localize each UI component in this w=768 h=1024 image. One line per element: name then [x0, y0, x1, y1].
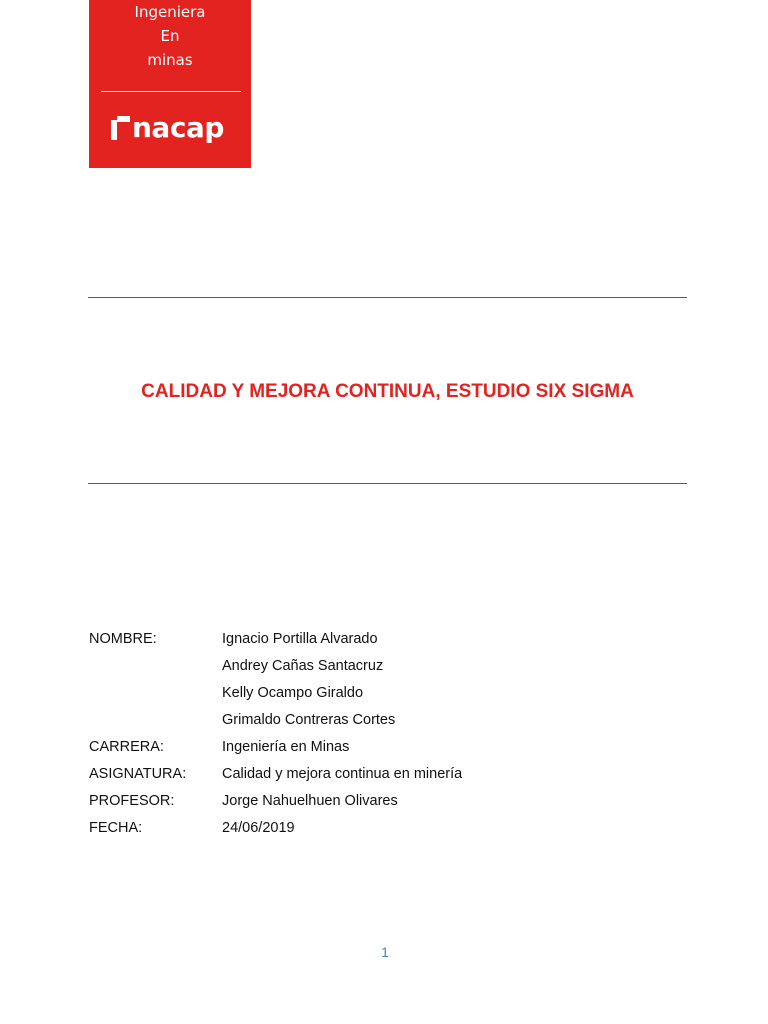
page-number: 1 [381, 944, 389, 960]
title-bottom-rule [88, 483, 687, 484]
institution-logo-block [89, 0, 251, 168]
document-title: CALIDAD Y MEJORA CONTINUA, ESTUDIO SIX SIGMA [141, 381, 634, 402]
nombre-value-2: Andrey Cañas Santacruz [222, 658, 384, 674]
profesor-value: Jorge Nahuelhuen Olivares [222, 793, 398, 809]
asignatura-value: Calidad y mejora continua en minería [222, 766, 463, 782]
logo-caption-line-3: minas [147, 51, 193, 69]
logo-divider [101, 91, 241, 92]
inacap-mark-icon [111, 116, 130, 140]
logo-caption-line-2: En [160, 27, 180, 45]
fecha-value: 24/06/2019 [222, 820, 295, 836]
nombre-value-1: Ignacio Portilla Alvarado [222, 631, 378, 647]
nombre-value-4: Grimaldo Contreras Cortes [222, 712, 396, 728]
logo-caption-line-1: Ingeniera [134, 3, 206, 21]
title-top-rule [88, 297, 687, 298]
inacap-logo [111, 108, 224, 148]
carrera-value: Ingeniería en Minas [222, 739, 350, 755]
nombre-label: NOMBRE: [89, 631, 157, 647]
asignatura-label: ASIGNATURA: [89, 766, 187, 782]
carrera-label: CARRERA: [89, 739, 164, 755]
fecha-label: FECHA: [89, 820, 143, 836]
nombre-value-3: Kelly Ocampo Giraldo [222, 685, 364, 701]
logo-caption [89, 0, 251, 72]
inacap-logo-text: nacap [132, 111, 224, 144]
profesor-label: PROFESOR: [89, 793, 175, 809]
